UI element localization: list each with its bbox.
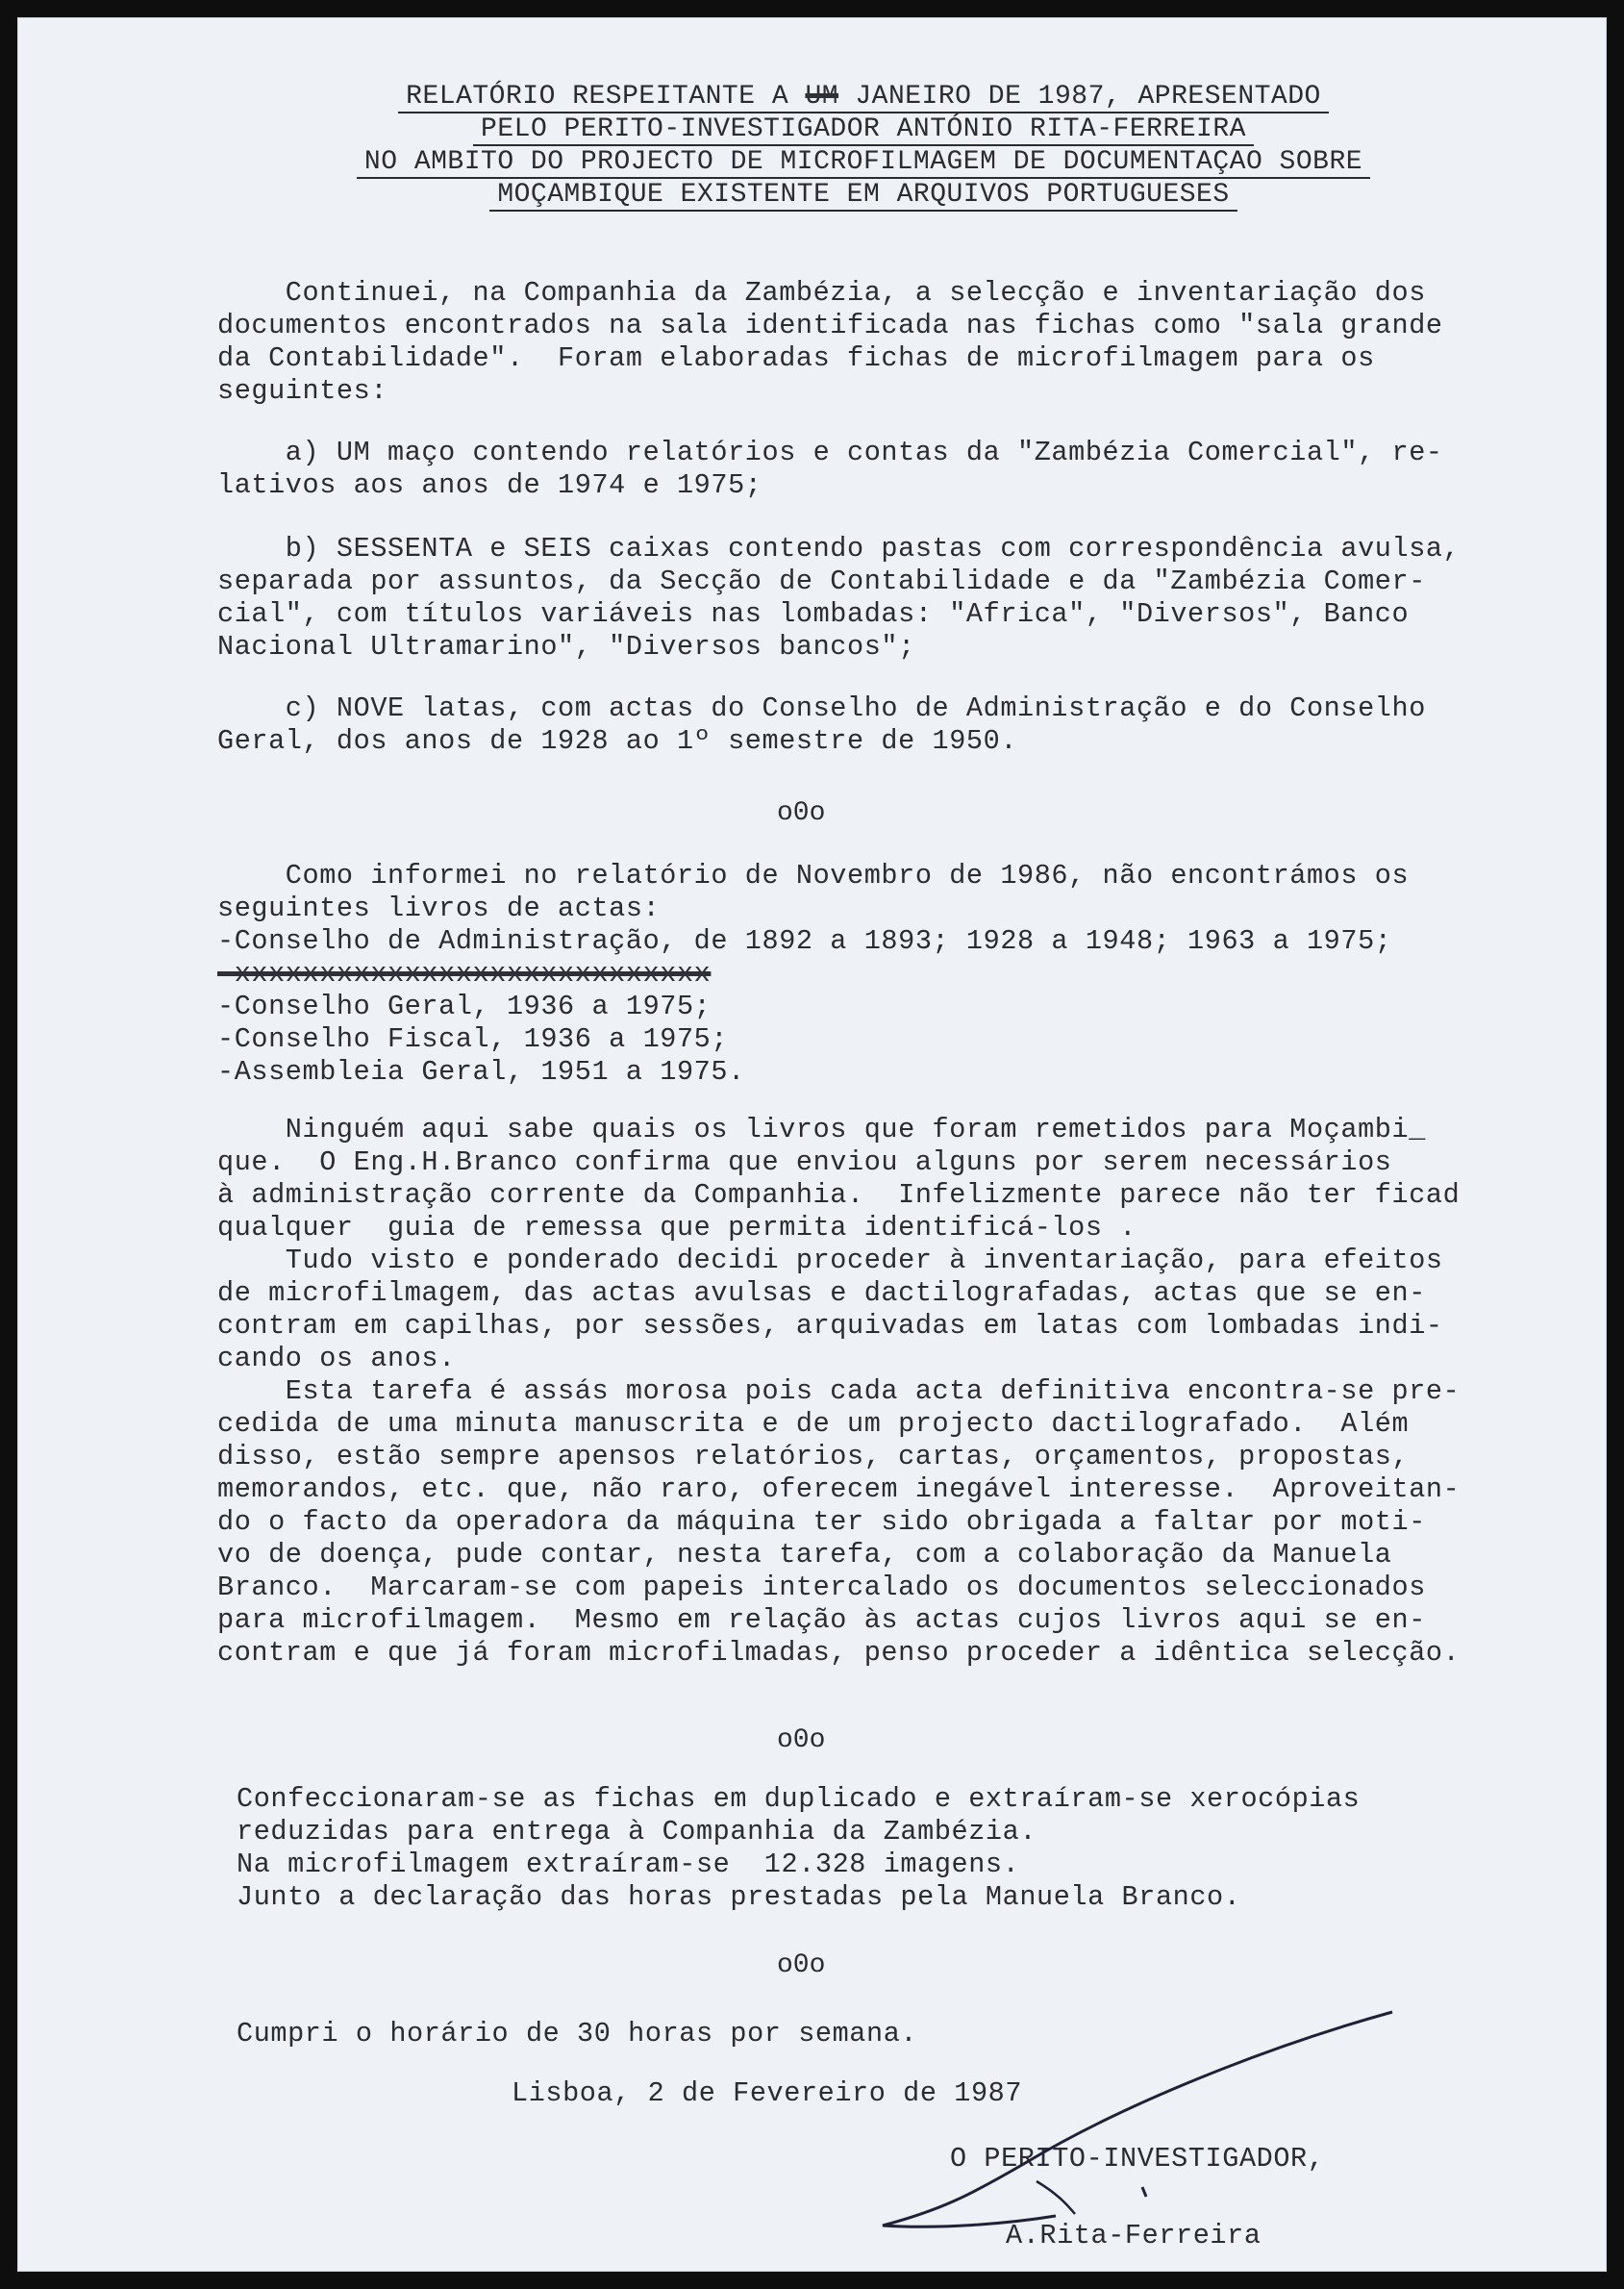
signoff-title: O PERITO-INVESTIGADOR, — [950, 2143, 1325, 2175]
separator-3: o0o — [777, 1950, 826, 1980]
signoff-name: A.Rita-Ferreira — [1006, 2220, 1262, 2251]
title-line-1: RELATÓRIO RESPEITANTE A UM JANEIRO DE 1987, APRESENTADO — [398, 83, 1329, 113]
separator-2: o0o — [777, 1725, 826, 1755]
signature-dot — [1142, 2187, 1146, 2197]
list-item-a: a) UM maço contendo relatórios e contas da "Zambézia Comercial", re- lativos aos anos de 1974 e 1975; — [217, 437, 1443, 501]
list-item-c: c) NOVE latas, com actas do Conselho de Administração e do Conselho Geral, dos anos de 1928 ao 1º semestre de 1950. — [217, 692, 1426, 757]
signature-tick — [1037, 2181, 1075, 2214]
list-item-b: b) SESSENTA e SEIS caixas contendo pastas com correspondência avulsa, separada por assuntos, da Secção de Contabilidade e da "Zambézia Comer- cial", com títulos variáveis nas lombadas: "Africa", "Diversos", Banco Nacional Ultramarino", "Diversos bancos"; — [217, 533, 1461, 663]
paragraph-intro: Continuei, na Companhia da Zambézia, a selecção e inventariação dos documentos encontrados na sala identificada nas fichas como "sala grande da Contabilidade". Foram elaboradas fichas de microfilmagem para os seguintes: — [217, 277, 1443, 407]
paragraph-hours: Cumpri o horário de 30 horas por semana. — [237, 2018, 918, 2050]
title-line-2: PELO PERITO-INVESTIGADOR ANTÓNIO RITA-FERREIRA — [473, 115, 1254, 146]
struck-out-line: -xxxxxxxxxxxxxxxxxxxxxxxxxxxx — [217, 958, 712, 990]
signature-stroke — [883, 2012, 1392, 2226]
place-date: Lisboa, 2 de Fevereiro de 1987 — [512, 2077, 1023, 2109]
document-page — [17, 17, 1607, 2272]
paragraph-copies: Confeccionaram-se as fichas em duplicado e extraíram-se xerocópias reduzidas para entrega à Companhia da Zambézia. Na microfilmagem extraíram-se 12.328 imagens. Junto a declaração das horas prestadas pela Manuela Branco. — [237, 1783, 1361, 1913]
paragraph-inventory: Ninguém aqui sabe quais os livros que foram remetidos para Moçambi_ que. O Eng.H.Branco confirma que enviou alguns por serem necessários à administração corrente da Companhia. Infelizmente parece não ter ficad qualquer guia de remessa que permita identificá-los . Tudo visto e ponderado decidi proceder à inventariação, para efeitos de microfilmagem, das actas avulsas e dactilografadas, actas que se en- contram em capilhas, por sessões, arquivadas em latas com lombadas indi- cando os anos. Esta tarefa é assás morosa pois cada acta definitiva encontra-se pre- cedida de uma minuta manuscrita e de um projecto dactilografado. Além disso, estão sempre apensos relatórios, cartas, orçamentos, propostas, memorandos, etc. que, não raro, oferecem inegável interesse. Aproveitan- do o facto da operadora da máquina ter sido obrigada a faltar por moti- vo de doença, pude contar, nesta tarefa, com a colaboração da Manuela Branco. Marcaram-se com papeis intercalado os documentos seleccionados para microfilmagem. Mesmo em relação às actas cujos livros aqui se en- contram e que já foram microfilmadas, penso proceder a idêntica selecção. — [217, 1114, 1461, 1669]
separator-1: o0o — [777, 798, 826, 828]
title-line-4: MOÇAMBIQUE EXISTENTE EM ARQUIVOS PORTUGUESES — [489, 181, 1237, 212]
title-line-3: NO AMBITO DO PROJECTO DE MICROFILMAGEM DE DOCUMENTAÇAO SOBRE — [357, 148, 1370, 179]
handwritten-signature — [17, 17, 1607, 2272]
paragraph-missing-books: Como informei no relatório de Novembro de 1986, não encontrámos os seguintes livros de actas: -Conselho de Administração, de 1892 a 1893; 1928 a 1948; 1963 a 1975; -xxxxxxxxxxxxxxxxxxxxxxxxxxxx -Conselho Geral, 1936 a 1975; -Conselho Fiscal, 1936 a 1975; -Assembleia Geral, 1951 a 1975. — [217, 860, 1602, 1089]
